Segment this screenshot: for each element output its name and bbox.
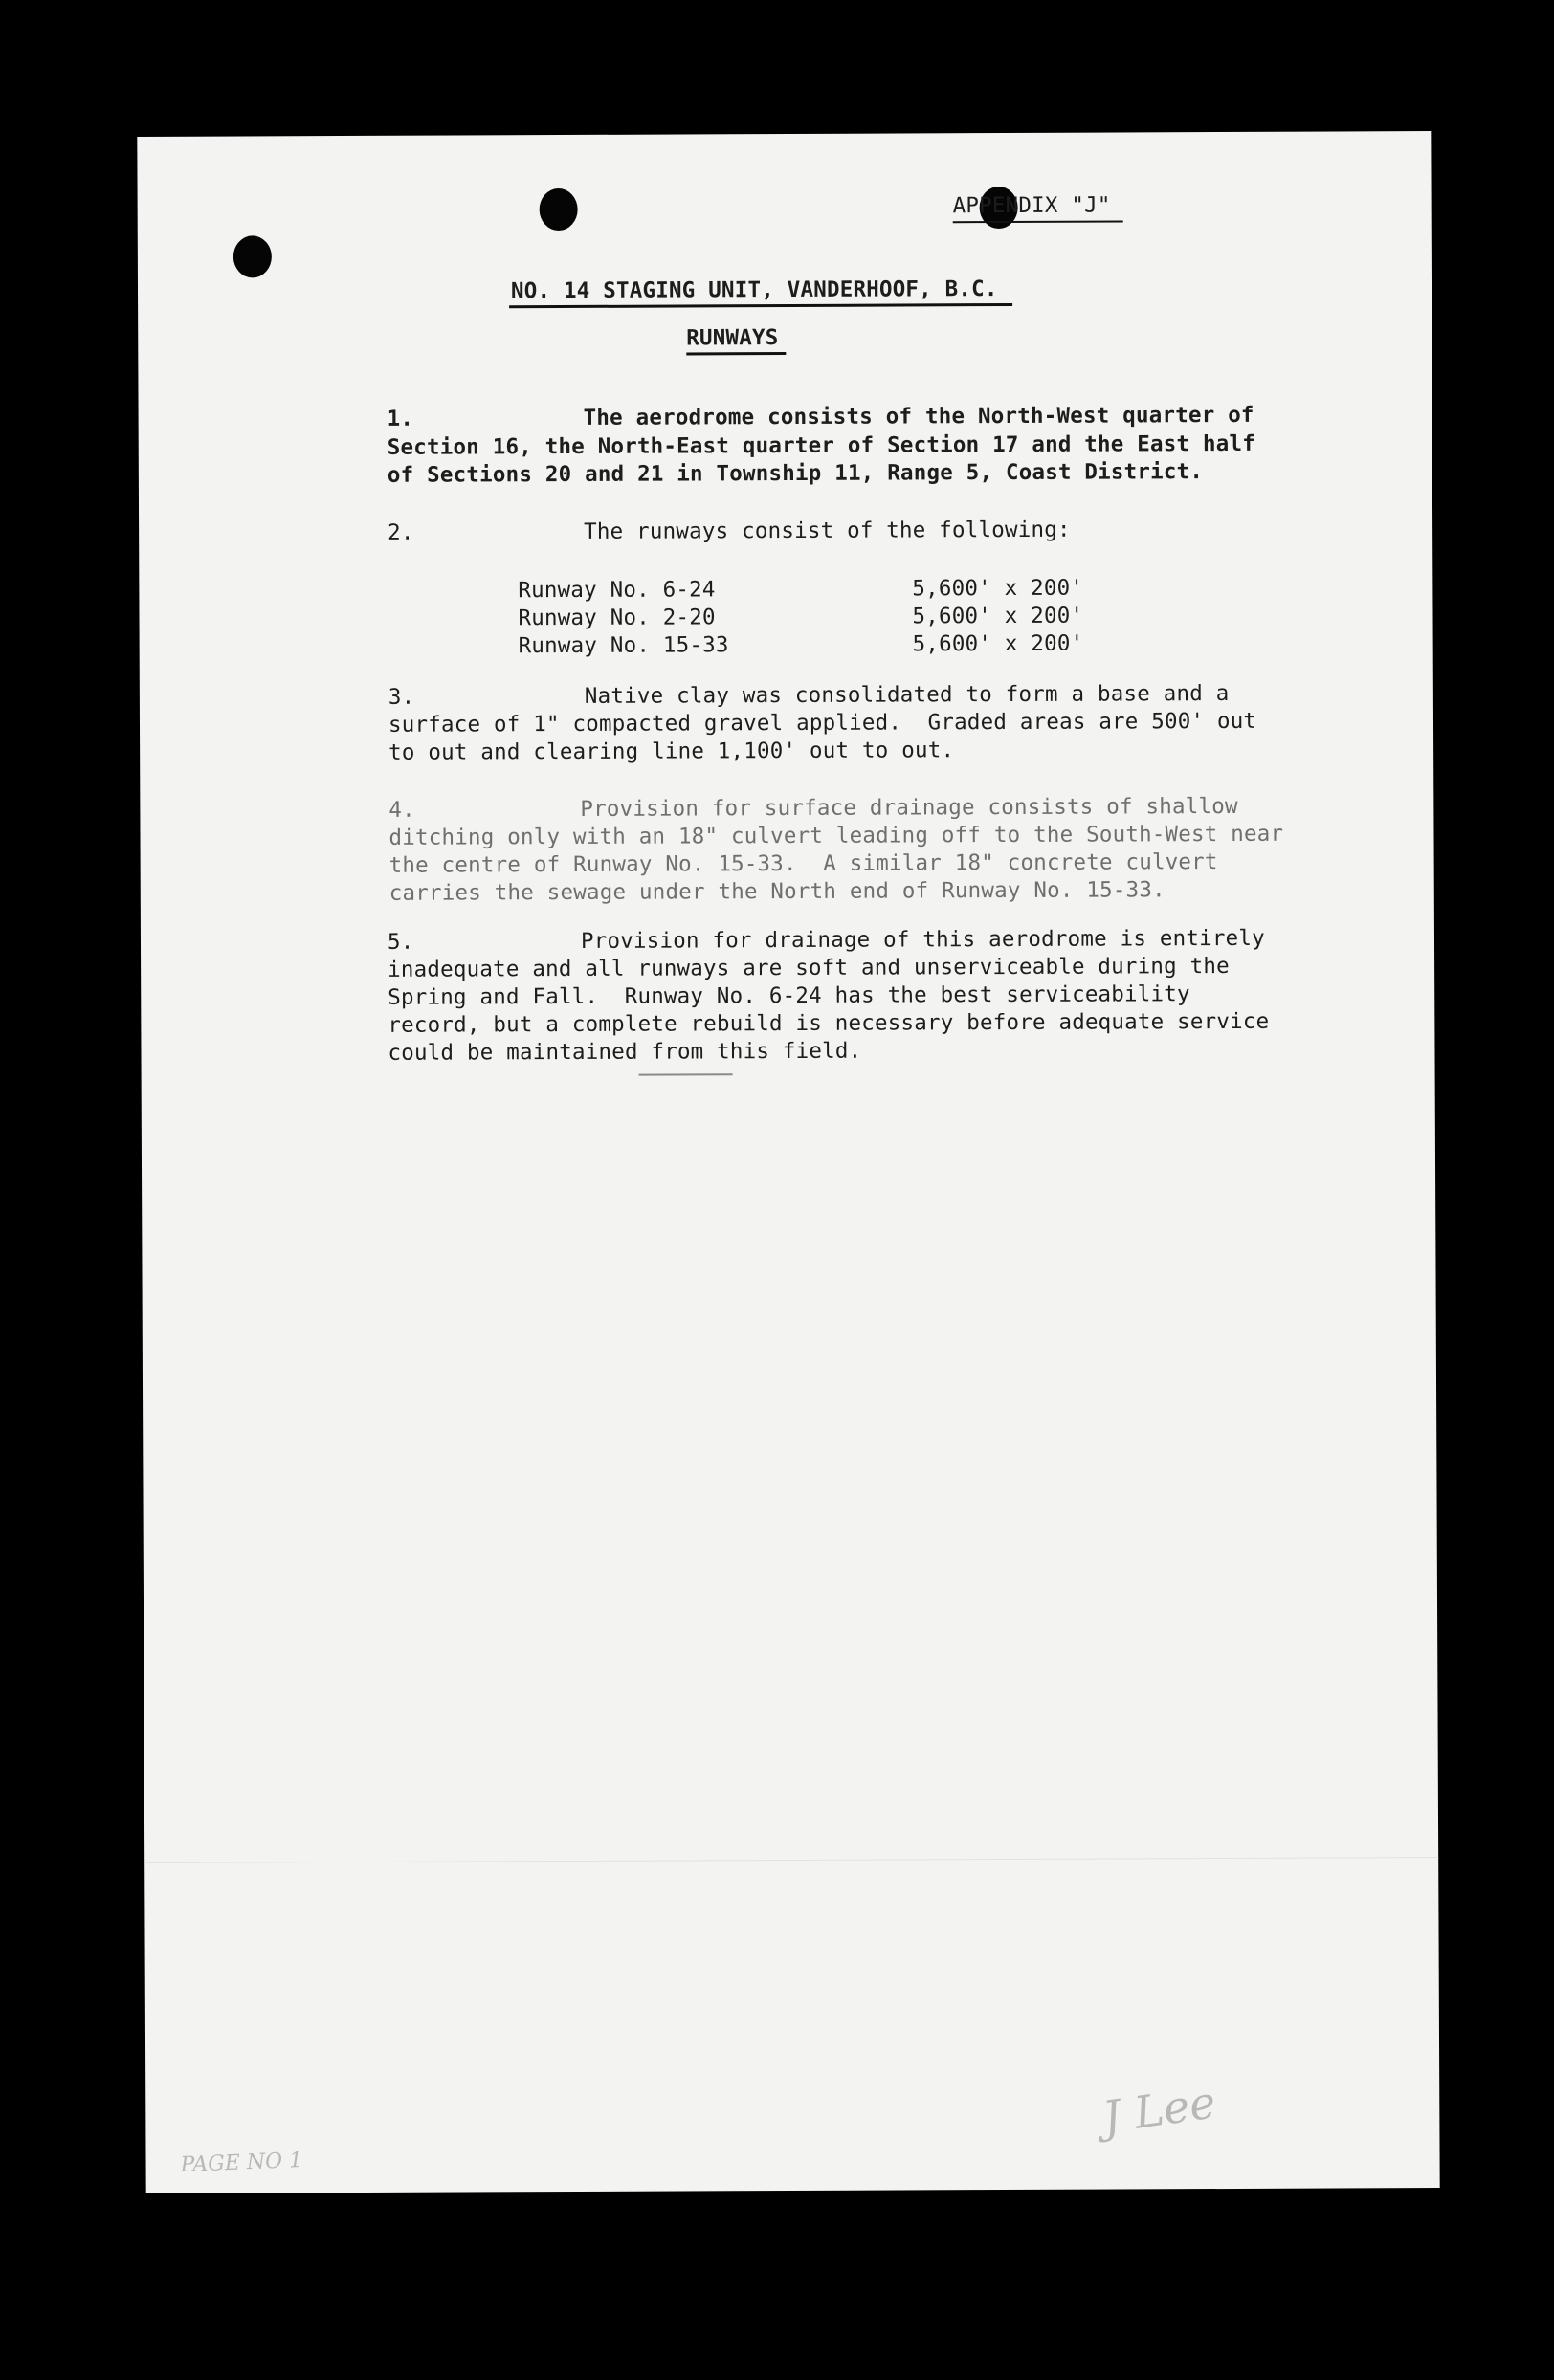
initials-annotation: J Lee xyxy=(1099,2076,1219,2144)
appendix-underline xyxy=(953,220,1123,223)
unit-title: NO. 14 STAGING UNIT, VANDERHOOF, B.C. xyxy=(510,276,998,304)
paragraph-3-line: to out and clearing line 1,100' out to out. xyxy=(388,738,955,765)
paragraph-5-line: record, but a complete rebuild is necessary before adequate service xyxy=(388,1008,1270,1038)
runway-name: Runway No. 15-33 xyxy=(518,632,729,659)
runway-size: 5,600' x 200' xyxy=(912,603,1084,629)
end-rule xyxy=(639,1073,733,1075)
paragraph-4-line: ditching only with an 18" culvert leading off to the South-West near xyxy=(388,821,1284,850)
paragraph-5-line: Spring and Fall. Runway No. 6-24 has the best serviceability xyxy=(388,981,1190,1010)
paragraph-5-number: 5. xyxy=(387,929,414,955)
paragraph-2-number: 2. xyxy=(388,519,414,545)
paragraph-4-number: 4. xyxy=(388,797,415,823)
paragraph-1-line: The aerodrome consists of the North-West quarter of xyxy=(583,402,1254,430)
subject-underline xyxy=(686,352,786,355)
paragraph-4-line: the centre of Runway No. 15-33. A similar 18" concrete culvert xyxy=(388,849,1218,878)
punch-hole-left xyxy=(233,235,272,277)
paragraph-2-line: The runways consist of the following: xyxy=(584,517,1071,544)
paragraph-4-line: Provision for surface drainage consists of shallow xyxy=(580,793,1238,822)
paragraph-3-number: 3. xyxy=(388,684,415,710)
runway-name: Runway No. 2-20 xyxy=(518,605,716,631)
paragraph-3-line: surface of 1" compacted gravel applied. Graded areas are 500' out xyxy=(388,708,1257,738)
paragraph-1-number: 1. xyxy=(387,406,414,431)
page-number-annotation: PAGE NO 1 xyxy=(180,2149,303,2177)
paragraph-5-line: inadequate and all runways are soft and unserviceable during the xyxy=(388,953,1230,982)
runway-size: 5,600' x 200' xyxy=(912,575,1084,602)
paragraph-5-line: could be maintained from this field. xyxy=(388,1038,862,1066)
punch-hole-center xyxy=(540,188,578,231)
paragraph-1-line: Section 16, the North-East quarter of Section 17 and the East half xyxy=(387,430,1256,460)
paper-crease xyxy=(144,1857,1438,1863)
unit-title-underline xyxy=(509,303,1012,308)
appendix-label: APPENDIX "J" xyxy=(952,192,1111,219)
paragraph-1-line: of Sections 20 and 21 in Township 11, Range 5, Coast District. xyxy=(387,459,1204,488)
runway-name: Runway No. 6-24 xyxy=(518,577,716,604)
runway-size: 5,600' x 200' xyxy=(912,630,1084,657)
subject-heading: RUNWAYS xyxy=(686,325,779,351)
paragraph-3-line: Native clay was consolidated to form a base and a xyxy=(584,680,1230,709)
paragraph-4-line: carries the sewage under the North end of Runway No. 15-33. xyxy=(388,877,1166,906)
document-page xyxy=(137,131,1439,2193)
paragraph-5-line: Provision for drainage of this aerodrome is entirely xyxy=(580,925,1265,954)
